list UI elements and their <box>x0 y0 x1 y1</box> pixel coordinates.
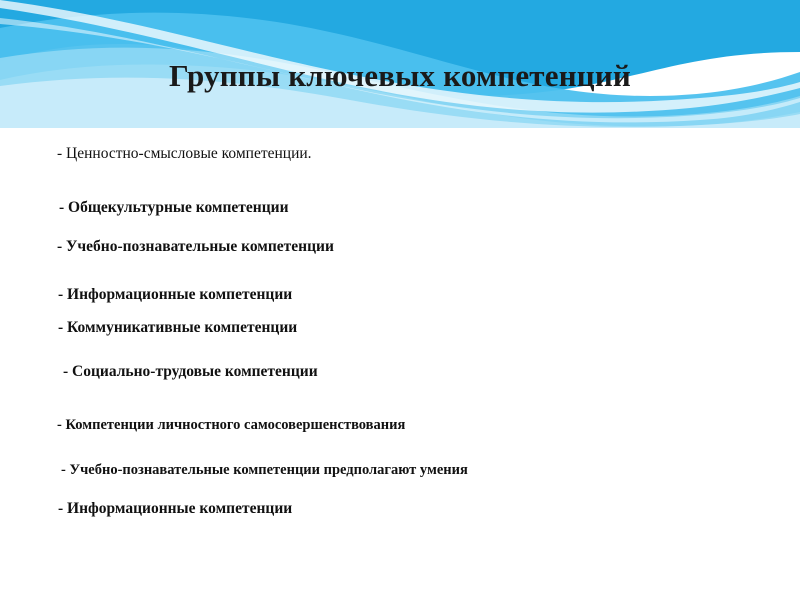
page-title: Группы ключевых компетенций <box>169 58 631 93</box>
list-item: - Социально-трудовые компетенции <box>63 363 318 380</box>
list-item: - Компетенции личностного самосовершенствования <box>57 417 406 433</box>
list-item: - Ценностно-смысловые компетенции. <box>57 145 312 162</box>
list-item: - Коммуникативные компетенции <box>58 319 298 336</box>
list-item: - Информационные компетенции <box>58 500 293 517</box>
list-item: - Общекультурные компетенции <box>59 199 289 216</box>
list-item: - Учебно-познавательные компетенции <box>57 238 334 255</box>
list-item: - Учебно-познавательные компетенции предполагают умения <box>61 462 468 478</box>
list-item: - Информационные компетенции <box>58 286 293 303</box>
